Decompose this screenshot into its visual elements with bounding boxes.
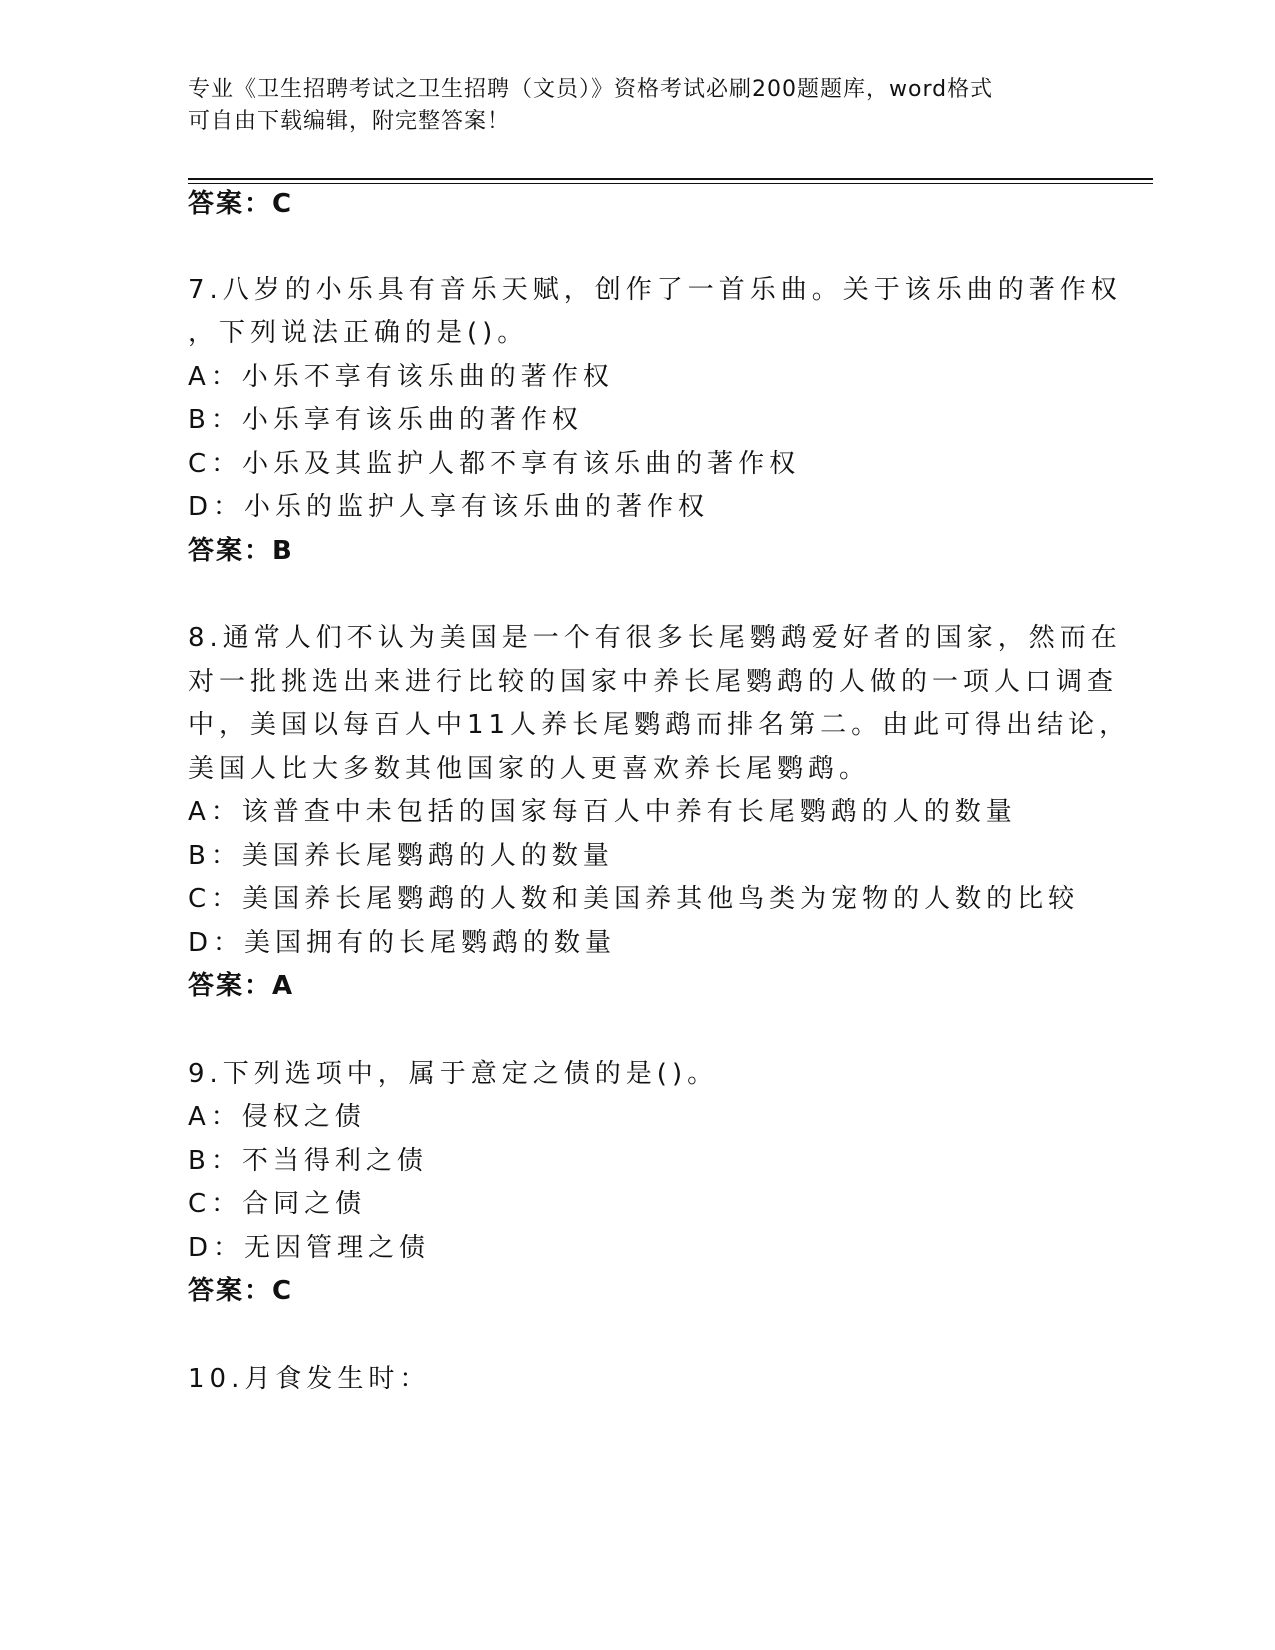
question-9-option-a: A：侵权之债 bbox=[188, 1102, 366, 1132]
header-divider-thin bbox=[188, 183, 1153, 184]
question-9-answer: 答案：C bbox=[188, 1276, 294, 1306]
header-divider-thick bbox=[188, 178, 1153, 180]
question-7-option-d: D：小乐的监护人享有该乐曲的著作权 bbox=[188, 492, 710, 522]
question-8-option-a: A：该普查中未包括的国家每百人中养有长尾鹦鹉的人的数量 bbox=[188, 797, 1017, 827]
question-7-option-a: A：小乐不享有该乐曲的著作权 bbox=[188, 362, 614, 392]
question-9-option-d: D：无因管理之债 bbox=[188, 1233, 431, 1263]
question-8-option-d: D：美国拥有的长尾鹦鹉的数量 bbox=[188, 928, 617, 958]
question-8-stem-line-1: 8.通常人们不认为美国是一个有很多长尾鹦鹉爱好者的国家，然而在 bbox=[188, 623, 1122, 653]
question-7-option-b: B：小乐享有该乐曲的著作权 bbox=[188, 405, 583, 435]
question-9-stem-line-1: 9.下列选项中，属于意定之债的是()。 bbox=[188, 1059, 719, 1089]
question-9-option-b: B：不当得利之债 bbox=[188, 1146, 428, 1176]
previous-answer: 答案：C bbox=[188, 189, 294, 219]
document-header bbox=[188, 74, 1088, 138]
question-7-answer: 答案：B bbox=[188, 536, 294, 566]
question-8-stem-line-3: 中，美国以每百人中11人养长尾鹦鹉而排名第二。由此可得出结论， bbox=[188, 710, 1131, 740]
question-7-stem-line-1: 7.八岁的小乐具有音乐天赋，创作了一首乐曲。关于该乐曲的著作权 bbox=[188, 275, 1122, 305]
question-8-option-b: B：美国养长尾鹦鹉的人的数量 bbox=[188, 841, 614, 871]
question-8-option-c: C：美国养长尾鹦鹉的人数和美国养其他鸟类为宠物的人数的比较 bbox=[188, 884, 1080, 914]
question-7-stem-line-2: ，下列说法正确的是()。 bbox=[188, 318, 529, 348]
question-8-answer: 答案：A bbox=[188, 971, 295, 1001]
question-8-stem-line-4: 美国人比大多数其他国家的人更喜欢养长尾鹦鹉。 bbox=[188, 754, 871, 784]
header-line-1: 专业《卫生招聘考试之卫生招聘（文员）》资格考试必刷200题题库，word格式 bbox=[188, 77, 994, 102]
question-7-option-c: C：小乐及其监护人都不享有该乐曲的著作权 bbox=[188, 449, 801, 479]
question-10-stem-line-1: 10.月食发生时： bbox=[188, 1364, 431, 1394]
question-8-stem-line-2: 对一批挑选出来进行比较的国家中养长尾鹦鹉的人做的一项人口调查 bbox=[188, 667, 1119, 697]
header-line-2: 可自由下载编辑，附完整答案！ bbox=[188, 109, 511, 134]
question-9-option-c: C：合同之债 bbox=[188, 1189, 367, 1219]
